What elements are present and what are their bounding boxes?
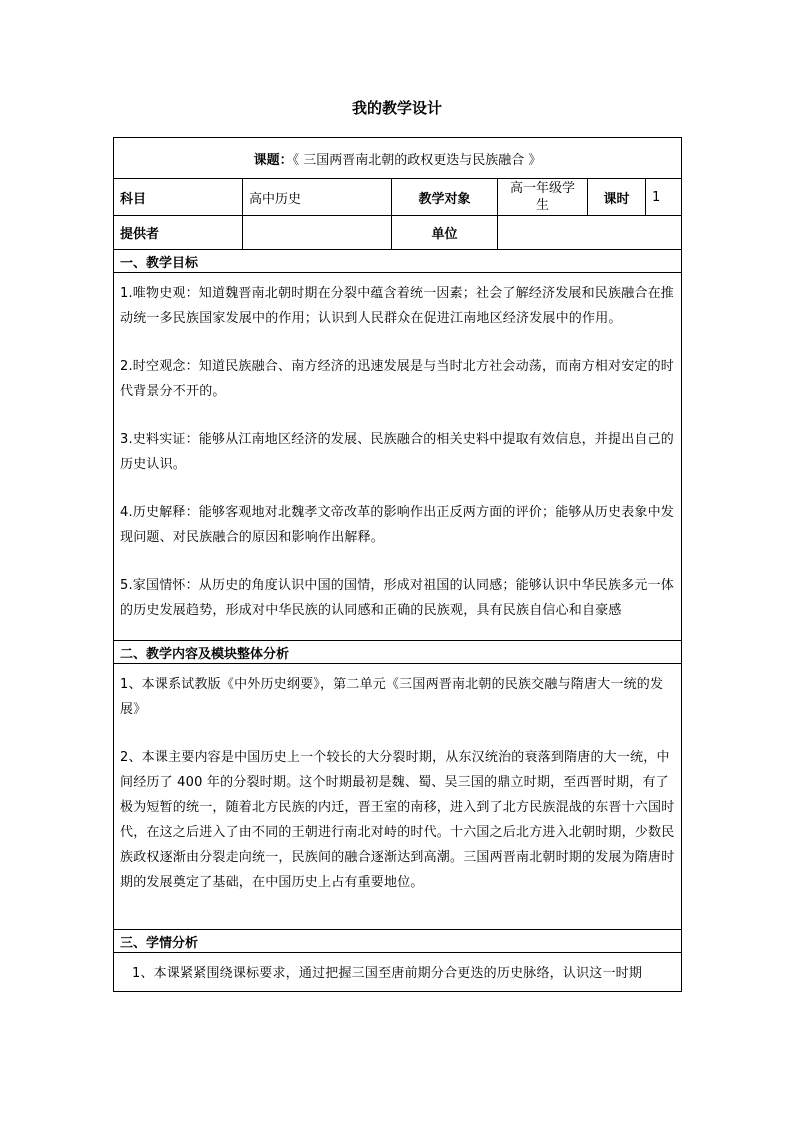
section-heading: 三、学情分析 bbox=[114, 930, 682, 953]
paragraph: 4.历史解释：能够客观地对北魏孝文帝改革的影响作出正反两方面的评价；能够从历史表象中发现问题、对民族融合的原因和影响作出解释。 bbox=[120, 505, 675, 545]
info-row bbox=[114, 179, 682, 216]
section-heading-row bbox=[114, 641, 682, 664]
section-heading-row bbox=[114, 250, 682, 273]
paragraph: 1、本课紧紧围绕课标要求，通过把握三国至唐前期分合更迭的历史脉络，认识这一时期 bbox=[132, 966, 643, 981]
section-body-row bbox=[114, 273, 682, 641]
section-heading: 一、教学目标 bbox=[114, 250, 682, 273]
section-body-row bbox=[114, 664, 682, 930]
provider-value bbox=[243, 216, 392, 250]
audience-label: 教学对象 bbox=[392, 179, 498, 216]
lesson-plan-table bbox=[113, 137, 682, 992]
topic-label: 课题： bbox=[253, 152, 293, 168]
section-heading: 二、教学内容及模块整体分析 bbox=[114, 641, 682, 664]
unit-value bbox=[498, 216, 682, 250]
hours-value: 1 bbox=[646, 179, 682, 216]
topic-cell bbox=[114, 138, 682, 179]
paragraph: 3.史料实证：能够从江南地区经济的发展、民族融合的相关史料中提取有效信息，并提出自己的历史认识。 bbox=[120, 432, 675, 472]
provider-row bbox=[114, 216, 682, 250]
page-title: 我的教学设计 bbox=[351, 99, 442, 117]
section-body-objectives bbox=[114, 273, 682, 641]
subject-value: 高中历史 bbox=[243, 179, 392, 216]
section-body-learner-analysis bbox=[114, 953, 682, 992]
paragraph: 5.家国情怀：从历史的角度认识中国的国情，形成对祖国的认同感；能够认识中华民族多元一体的历史发展趋势，形成对中华民族的认同感和正确的民族观，具有民族自信心和自豪感 bbox=[120, 578, 675, 618]
paragraph: 1.唯物史观：知道魏晋南北朝时期在分裂中蕴含着统一因素；社会了解经济发展和民族融合在推动统一多民族国家发展中的作用；认识到人民群众在促进江南地区经济发展中的作用。 bbox=[120, 286, 675, 326]
section-body-row bbox=[114, 953, 682, 992]
topic-row bbox=[114, 138, 682, 179]
paragraph: 2.时空观念：知道民族融合、南方经济的迅速发展是与当时北方社会动荡，而南方相对安定的时代背景分不开的。 bbox=[120, 359, 675, 399]
audience-value: 高一年级学生 bbox=[498, 179, 588, 216]
unit-label: 单位 bbox=[392, 216, 498, 250]
section-heading-row bbox=[114, 930, 682, 953]
paragraph: 2、本课主要内容是中国历史上一个较长的大分裂时期，从东汉统治的衰落到隋唐的大一统，中间经历了 400 年的分裂时期。这个时期最初是魏、蜀、吴三国的鼎立时期，至西晋时期，有了极为短暂的统一，随着北方民族的内迁，晋王室的南移，进入到了北方民族混战的东晋十六国时代，在这之后进入了由不同的王朝进行南北对峙的时代。十六国之后北方进入北朝时期，少数民族政权逐渐由分裂走向统一，民族间的融合逐渐达到高潮。三国两晋南北朝时期的发展为隋唐时期的发展奠定了基础，在中国历史上占有重要地位。 bbox=[120, 750, 675, 890]
section-body-content-analysis bbox=[114, 664, 682, 930]
topic-value: 《 三国两晋南北朝的政权更迭与民族融合 》 bbox=[292, 152, 542, 168]
provider-label: 提供者 bbox=[114, 216, 243, 250]
hours-label: 课时 bbox=[588, 179, 646, 216]
paragraph: 1、本课系试教版《中外历史纲要》，第二单元《三国两晋南北朝的民族交融与隋唐大一统的发展》 bbox=[120, 677, 664, 717]
subject-label: 科目 bbox=[114, 179, 243, 216]
